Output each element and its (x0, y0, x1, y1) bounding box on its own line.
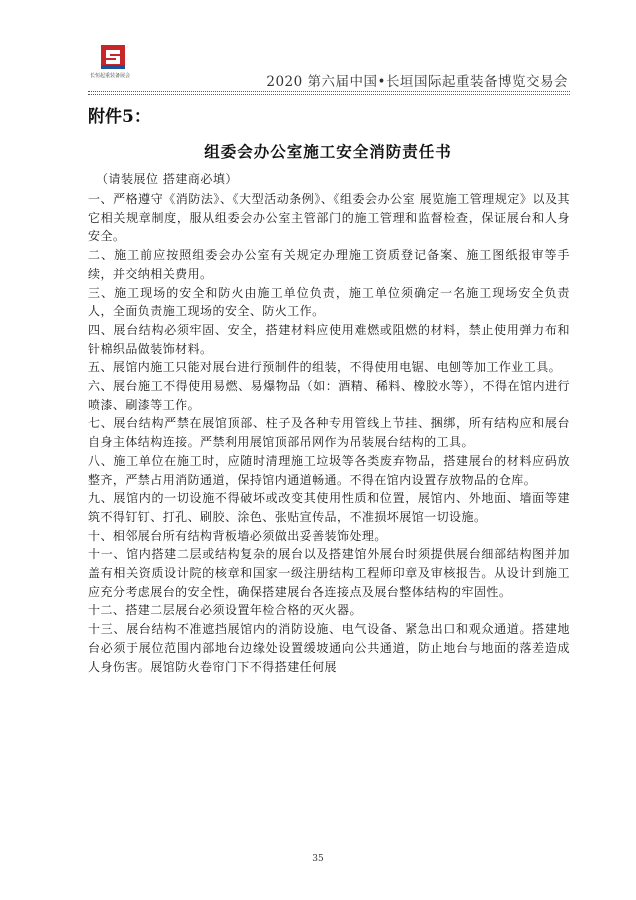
clause-10: 十、相邻展台所有结构背板墙必须做出妥善装饰处理。 (88, 528, 387, 543)
page-header (88, 44, 568, 92)
clause-1: 一、严格遵守《消防法》、《大型活动条例》、《组委会办公室 展览施工管理规定》以及其它相关规章制度，服从组委会办公室主管部门的施工管理和监督检查，保证展台和人身安全。 (88, 192, 570, 244)
clause-8: 八、施工单位在施工时，应随时清理施工垃圾等各类废弃物品，搭建展台的材料应码放整齐，严禁占用消防通道，保持馆内通道畅通。不得在馆内设置存放物品的仓库。 (88, 453, 570, 487)
clause-3: 三、施工现场的安全和防火由施工单位负责，施工单位须确定一名施工现场安全负责人，全面负责施工现场的安全、防火工作。 (88, 285, 570, 319)
clause-list (88, 190, 570, 676)
clause-7: 七、展台结构严禁在展馆顶部、柱子及各种专用管线上节挂、捆绑，所有结构应和展台自身主体结构连接。严禁利用展馆顶部吊网作为吊装展台结构的工具。 (88, 416, 570, 450)
header-divider (88, 91, 570, 92)
page-number: 35 (312, 854, 324, 864)
logo-mark-icon (100, 44, 126, 70)
clause-4: 四、展台结构必须牢固、安全，搭建材料应使用难燃或阻燃的材料，禁止使用弹力布和针棉织品做装饰材料。 (88, 322, 570, 356)
header-title: 2020 第六届中国•长垣国际起重装备博览交易会 (266, 74, 568, 90)
header-divider-secondary (88, 94, 570, 95)
clause-2: 二、施工前应按照组委会办公室有关规定办理施工资质登记备案、施工图纸报审等手续，并交纳相关费用。 (88, 248, 570, 281)
logo-caption: 长恒起重装备展会 (90, 73, 131, 79)
document-title: 组委会办公室施工安全消防责任书 (204, 142, 452, 161)
clause-6: 六、展台施工不得使用易燃、易爆物品（如：酒精、稀料、橡胶水等），不得在馆内进行喷漆、刷漆等工作。 (88, 379, 570, 412)
clause-5: 五、展馆内施工只能对展台进行预制件的组装，不得使用电锯、电刨等加工作业工具。 (88, 360, 562, 375)
clause-12: 十二、搭建二层展台必须设置年检合格的灭火器。 (88, 603, 362, 618)
clause-11: 十一、馆内搭建二层或结构复杂的展台以及搭建馆外展台时须提供展台细部结构图并加盖有相关资质设计院的核章和国家一级注册结构工程师印章及审核报告。从设计到施工应充分考虑展台的安全性，确保搭建展台各连接点及展台整体结构的牢固性。 (88, 547, 570, 599)
clause-13: 十三、展台结构不准遮挡展馆内的消防设施、电气设备、紧急出口和观众通道。搭建地台必须于展位范围内部地台边缘处设置缓坡通向公共通道，防止地台与地面的落差造成人身伤害。展馆防火卷帘门下不得搭建任何展 (88, 622, 570, 674)
exhibition-logo (90, 44, 134, 86)
attachment-label: 附件5： (88, 107, 151, 127)
fill-note: （请装展位 搭建商必填） (96, 172, 238, 186)
clause-9: 九、展馆内的一切设施不得破坏或改变其使用性质和位置，展馆内、外地面、墙面等建筑不得钉钉、打孔、刷胶、涂色、张贴宣传品，不准损坏展馆一切设施。 (88, 491, 570, 524)
